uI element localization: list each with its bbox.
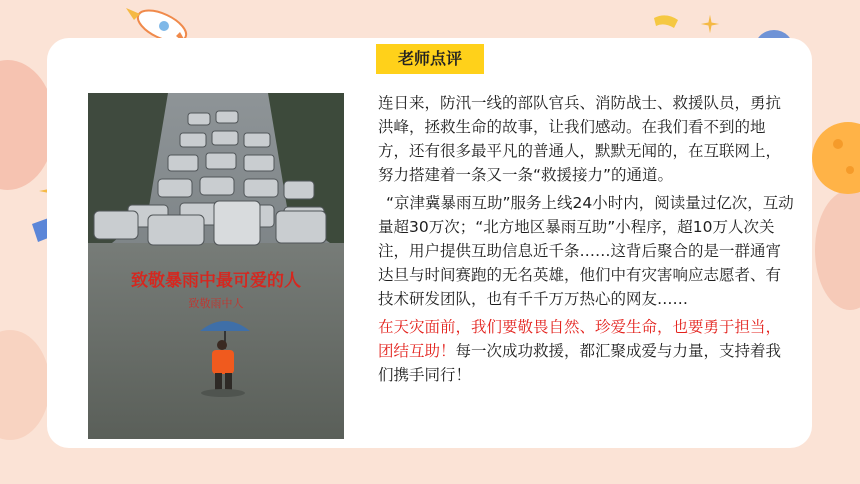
photo-headline: 致敬暴雨中最可爱的人 — [131, 271, 301, 290]
closing-text: 每一次成功救援，都汇聚成爱与力量，支持着我们携手同行！ — [378, 342, 782, 384]
flood-photo — [88, 93, 344, 439]
highlight-text: 在天灾面前，我们要敬畏自然、珍爱生命，也要勇于担当，团结互助！ — [378, 318, 782, 360]
paragraph-2: “京津冀暴雨互助”服务上线24小时内，阅读量过亿次，互动量超30万次；“北方地区暴雨互助”小程序，超10万人次关注，用户提供互助信息近千条……这背后聚合的是一群通宵达旦与时间赛跑的无名英雄，他们中有灾害响应志愿者、有技术研发团队，也有千千万万热心的网友…… — [378, 194, 794, 308]
photo-subtitle: 致敬雨中人 — [188, 298, 244, 310]
orange-planet-icon — [808, 118, 860, 198]
ribbon-icon-top — [652, 12, 680, 34]
background-blob-right — [815, 190, 860, 310]
background-blob-bottom-left — [0, 330, 50, 440]
paragraph-3 — [378, 315, 796, 387]
sparkle-icon-right — [700, 14, 720, 34]
review-tag: 老师点评 — [376, 44, 484, 74]
review-text — [378, 91, 796, 391]
paragraph-1: 连日来，防汛一线的部队官兵、消防战士、救援队员，勇抗洪峰，拯救生命的故事，让我们感动。在我们看不到的地方，还有很多最平凡的普通人，默默无闻的，在互联网上，努力搭建着一条又一条“救援接力”的通道。 — [378, 94, 782, 184]
